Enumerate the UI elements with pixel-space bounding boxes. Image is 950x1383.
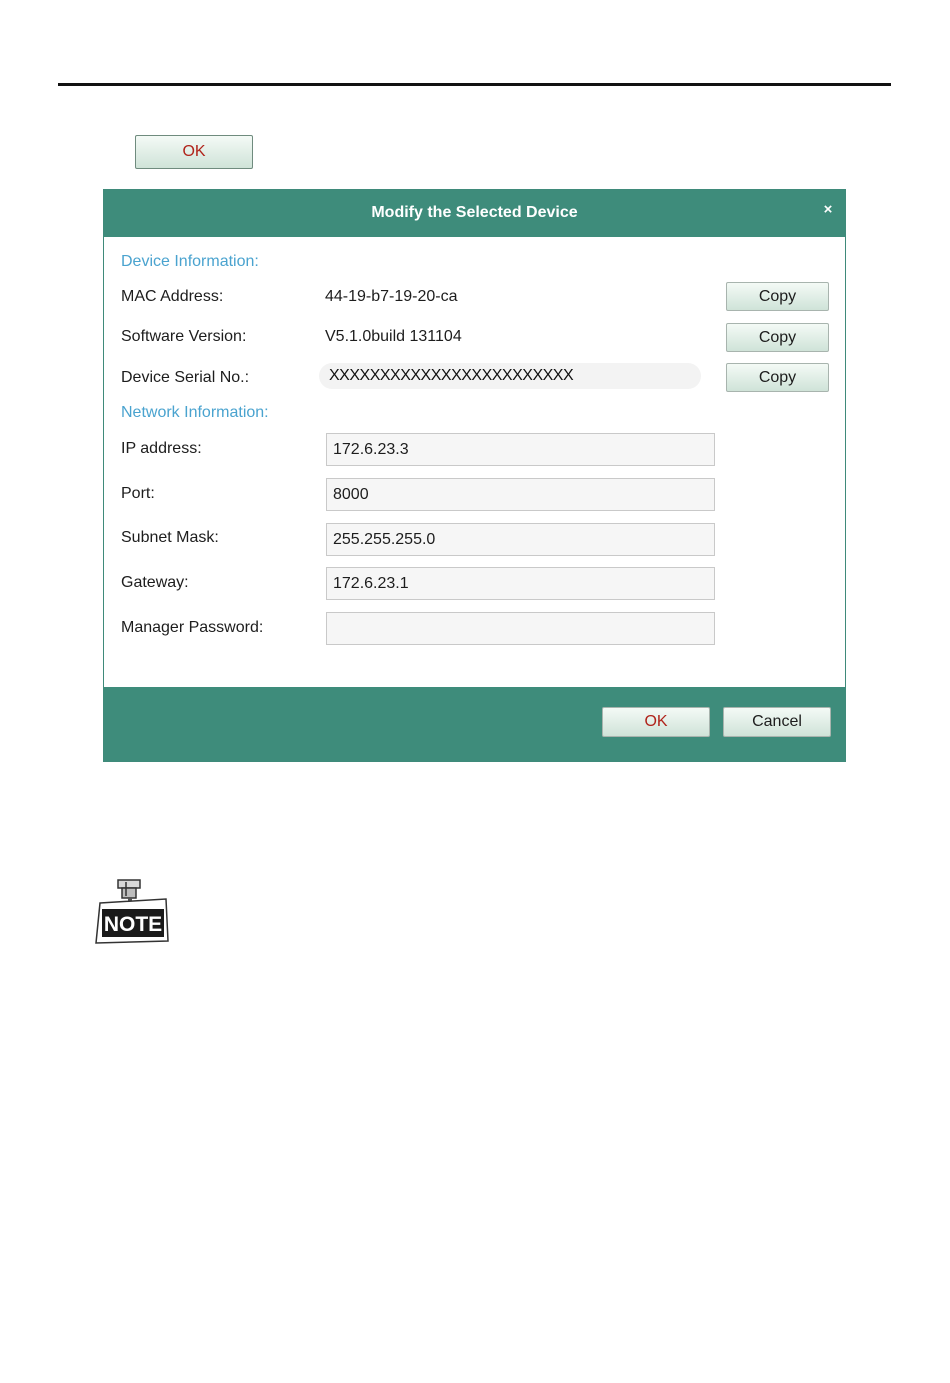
- port-label: Port:: [121, 485, 155, 502]
- manager-password-label: Manager Password:: [121, 619, 264, 636]
- dialog-footer: [104, 687, 845, 761]
- note-icon: [94, 879, 170, 945]
- ip-address-label: IP address:: [121, 440, 202, 457]
- ip-address-input[interactable]: [326, 433, 715, 466]
- copy-mac-label: Copy: [758, 287, 797, 305]
- modify-device-dialog: [103, 189, 846, 762]
- copy-version-label: Copy: [758, 328, 797, 346]
- software-version-label: Software Version:: [121, 328, 247, 345]
- ok-button-illustration[interactable]: [135, 135, 253, 169]
- mac-address-label: MAC Address:: [121, 288, 224, 305]
- close-icon[interactable]: ×: [823, 201, 833, 218]
- gateway-label: Gateway:: [121, 574, 189, 591]
- port-input[interactable]: [326, 478, 715, 511]
- ok-label: OK: [182, 143, 206, 160]
- page-header-rule: [58, 83, 891, 86]
- copy-mac-button[interactable]: [726, 282, 829, 311]
- dialog-title: Modify the Selected Device: [371, 204, 578, 221]
- software-version-value: V5.1.0build 131104: [325, 328, 462, 345]
- serial-number-value: XXXXXXXXXXXXXXXXXXXXXXXX: [329, 367, 574, 384]
- copy-version-button[interactable]: [726, 323, 829, 352]
- serial-number-label: Device Serial No.:: [121, 369, 250, 386]
- subnet-mask-label: Subnet Mask:: [121, 529, 219, 546]
- copy-serial-label: Copy: [758, 368, 797, 386]
- dialog-title-bar: [104, 190, 845, 237]
- mac-address-value: 44-19-b7-19-20-ca: [325, 288, 458, 305]
- copy-serial-button[interactable]: [726, 363, 829, 392]
- ok-button[interactable]: [602, 707, 710, 737]
- gateway-input[interactable]: [326, 567, 715, 600]
- device-information-heading: Device Information:: [121, 253, 259, 270]
- cancel-button[interactable]: [723, 707, 831, 737]
- cancel-button-label: Cancel: [752, 713, 802, 730]
- ok-button-label: OK: [644, 713, 668, 730]
- subnet-mask-input[interactable]: [326, 523, 715, 556]
- note-icon-text: NOTE: [103, 913, 163, 936]
- network-information-heading: Network Information:: [121, 404, 269, 421]
- manager-password-input[interactable]: [326, 612, 715, 645]
